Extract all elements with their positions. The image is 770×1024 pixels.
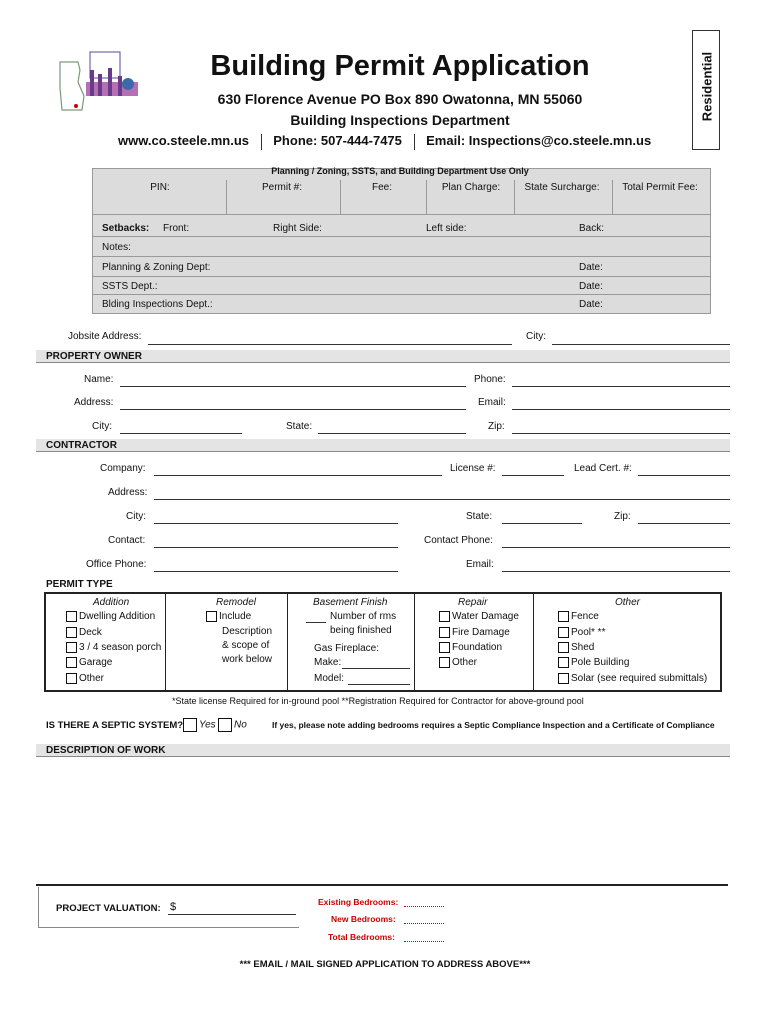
blding-label: Blding Inspections Dept.:	[102, 299, 213, 310]
jobsite-city-field[interactable]	[552, 344, 730, 345]
contractor-company-field[interactable]	[154, 475, 442, 476]
owner-state-label: State:	[286, 421, 313, 432]
pole-building-option[interactable]: Pole Building	[558, 657, 629, 668]
septic-note: If yes, please note adding bedrooms requires a Septic Compliance Inspection and a Certificate of Compliance	[272, 720, 715, 730]
col-fee: Fee:	[371, 182, 392, 193]
email-link[interactable]: Email: Inspections@co.steele.mn.us	[426, 133, 652, 148]
dwelling-addition-checkbox[interactable]	[66, 611, 77, 622]
deck-checkbox[interactable]	[66, 627, 77, 638]
repair-other-option[interactable]: Other	[439, 657, 477, 668]
addition-other-checkbox[interactable]	[66, 673, 77, 684]
remodel-line-4: work below	[222, 654, 273, 665]
porch-checkbox[interactable]	[66, 642, 77, 653]
septic-no-option[interactable]: No	[218, 718, 247, 732]
description-field[interactable]	[36, 758, 730, 882]
jobsite-address-label: Jobsite Address:	[68, 331, 142, 342]
contact-bar	[118, 133, 651, 153]
solar-checkbox[interactable]	[558, 673, 569, 684]
setbacks-label: Setbacks:	[102, 223, 150, 234]
basement-rooms-field[interactable]	[306, 622, 326, 623]
website-link[interactable]: www.co.steele.mn.us	[118, 133, 250, 148]
addition-title: Addition	[93, 597, 130, 608]
shed-option[interactable]: Shed	[558, 642, 594, 653]
contractor-city-field[interactable]	[154, 523, 398, 524]
remodel-option[interactable]: Include	[206, 611, 251, 622]
page-title: Building Permit Application	[210, 50, 590, 82]
contractor-contact-label: Contact:	[108, 535, 146, 546]
col-state-surcharge: State Surcharge:	[524, 182, 600, 193]
existing-bedrooms-field[interactable]	[404, 906, 444, 907]
owner-zip-field[interactable]	[512, 433, 730, 434]
front-label: Front:	[163, 223, 190, 234]
residential-label: Residential	[699, 51, 715, 122]
water-damage-option[interactable]: Water Damage	[439, 611, 519, 622]
basement-title: Basement Finish	[313, 597, 388, 608]
owner-phone-field[interactable]	[512, 386, 730, 387]
total-bedrooms-field[interactable]	[404, 941, 444, 942]
new-bedrooms-field[interactable]	[404, 923, 444, 924]
pole-building-checkbox[interactable]	[558, 657, 569, 668]
total-bedrooms-label: Total Bedrooms:	[328, 932, 395, 942]
blding-date: Date:	[579, 299, 603, 310]
office-address: 630 Florence Avenue PO Box 890 Owatonna, MN 55060	[217, 91, 583, 107]
water-damage-checkbox[interactable]	[439, 611, 450, 622]
new-bedrooms-label: New Bedrooms:	[331, 914, 396, 924]
owner-zip-label: Zip:	[488, 421, 505, 432]
contractor-city-label: City:	[126, 511, 146, 522]
phone-text: Phone: 507-444-7475	[273, 133, 402, 148]
contractor-email-label: Email:	[466, 559, 494, 570]
department-name: Building Inspections Department	[290, 112, 510, 128]
foundation-option[interactable]: Foundation	[439, 642, 502, 653]
contractor-contact-phone-field[interactable]	[502, 547, 730, 548]
contractor-contact-phone-label: Contact Phone:	[424, 535, 493, 546]
county-logo	[56, 48, 142, 118]
contractor-office-phone-label: Office Phone:	[86, 559, 147, 570]
remodel-checkbox[interactable]	[206, 611, 217, 622]
owner-email-label: Email:	[478, 397, 506, 408]
ssts-label: SSTS Dept.:	[102, 281, 158, 292]
left-side-label: Left side:	[426, 223, 467, 234]
owner-email-field[interactable]	[512, 409, 730, 410]
owner-city-label: City:	[92, 421, 112, 432]
owner-name-label: Name:	[84, 374, 114, 385]
planning-label: Planning & Zoning Dept:	[102, 262, 211, 273]
ssts-date: Date:	[579, 281, 603, 292]
deck-option[interactable]: Deck	[66, 627, 102, 638]
septic-yes-checkbox[interactable]	[183, 718, 197, 732]
contractor-office-phone-field[interactable]	[154, 571, 398, 572]
contractor-license-field[interactable]	[502, 475, 564, 476]
contractor-heading: CONTRACTOR	[36, 439, 730, 452]
septic-yes-option[interactable]: Yes	[183, 718, 216, 732]
pool-footnote: *State license Required for in-ground pool **Registration Required for Contractor for above-ground pool	[172, 696, 584, 706]
porch-option[interactable]: 3 / 4 season porch	[66, 642, 161, 653]
owner-city-field[interactable]	[120, 433, 242, 434]
shed-checkbox[interactable]	[558, 642, 569, 653]
fire-damage-option[interactable]: Fire Damage	[439, 627, 510, 638]
owner-phone-label: Phone:	[474, 374, 506, 385]
notes-label: Notes:	[102, 242, 131, 253]
col-plan-charge: Plan Charge:	[441, 182, 501, 193]
residential-tab	[692, 30, 720, 150]
office-use-heading: Planning / Zoning, SSTS, and Building Department Use Only	[271, 166, 529, 176]
jobsite-address-field[interactable]	[148, 344, 512, 345]
remodel-line-2: Description	[222, 626, 273, 637]
other-title: Other	[615, 597, 641, 608]
solar-option[interactable]: Solar (see required submittals)	[558, 673, 707, 684]
make-label: Make:	[314, 657, 342, 668]
septic-no-checkbox[interactable]	[218, 718, 232, 732]
owner-state-field[interactable]	[318, 433, 466, 434]
planning-date: Date:	[579, 262, 603, 273]
remodel-title: Remodel	[216, 597, 257, 608]
back-label: Back:	[579, 223, 605, 234]
contractor-address-label: Address:	[108, 487, 148, 498]
repair-title: Repair	[458, 597, 488, 608]
garage-checkbox[interactable]	[66, 657, 77, 668]
contractor-contact-field[interactable]	[154, 547, 398, 548]
repair-other-checkbox[interactable]	[439, 657, 450, 668]
addition-other-option[interactable]: Other	[66, 673, 104, 684]
contractor-state-label: State:	[466, 511, 493, 522]
contractor-state-field[interactable]	[502, 523, 582, 524]
col-pin: PIN:	[150, 182, 170, 193]
existing-bedrooms-label: Existing Bedrooms:	[318, 897, 399, 907]
septic-question: IS THERE A SEPTIC SYSTEM?	[46, 720, 184, 731]
right-side-label: Right Side:	[273, 223, 322, 234]
owner-address-field[interactable]	[120, 409, 466, 410]
contractor-company-label: Company:	[100, 463, 146, 474]
jobsite-city-label: City:	[526, 331, 546, 342]
gas-fireplace-label: Gas Fireplace:	[314, 643, 380, 654]
col-permit: Permit #:	[261, 182, 302, 193]
pool-option[interactable]: Pool* **	[558, 627, 605, 638]
garage-option[interactable]: Garage	[66, 657, 112, 668]
fire-damage-checkbox[interactable]	[439, 627, 450, 638]
description-heading: DESCRIPTION OF WORK	[36, 744, 730, 757]
col-total-fee: Total Permit Fee:	[622, 182, 698, 193]
basement-rooms-label: Number of rms	[330, 611, 397, 622]
basement-rooms-label-2: being finished	[330, 625, 392, 636]
contractor-address-field[interactable]	[154, 499, 730, 500]
contractor-zip-field[interactable]	[638, 523, 730, 524]
dollar-sign: $	[170, 901, 177, 913]
fence-checkbox[interactable]	[558, 611, 569, 622]
permit-type-heading: PERMIT TYPE	[46, 579, 113, 590]
contractor-zip-label: Zip:	[614, 511, 631, 522]
model-field[interactable]	[348, 684, 410, 685]
make-field[interactable]	[342, 668, 410, 669]
dwelling-addition-option[interactable]: Dwelling Addition	[66, 611, 155, 622]
foundation-checkbox[interactable]	[439, 642, 450, 653]
project-valuation-field[interactable]	[168, 914, 296, 915]
contractor-lead-field[interactable]	[638, 475, 730, 476]
fence-option[interactable]: Fence	[558, 611, 599, 622]
contractor-email-field[interactable]	[502, 571, 730, 572]
contractor-license-label: License #:	[450, 463, 496, 474]
pool-checkbox[interactable]	[558, 627, 569, 638]
owner-name-field[interactable]	[120, 386, 466, 387]
footer-note: *** EMAIL / MAIL SIGNED APPLICATION TO ADDRESS ABOVE***	[239, 959, 531, 970]
remodel-line-3: & scope of	[222, 640, 270, 651]
project-valuation-label: PROJECT VALUATION:	[56, 903, 161, 914]
model-label: Model:	[314, 673, 345, 684]
contractor-lead-label: Lead Cert. #:	[574, 463, 632, 474]
owner-address-label: Address:	[74, 397, 114, 408]
property-owner-heading: PROPERTY OWNER	[36, 350, 730, 363]
